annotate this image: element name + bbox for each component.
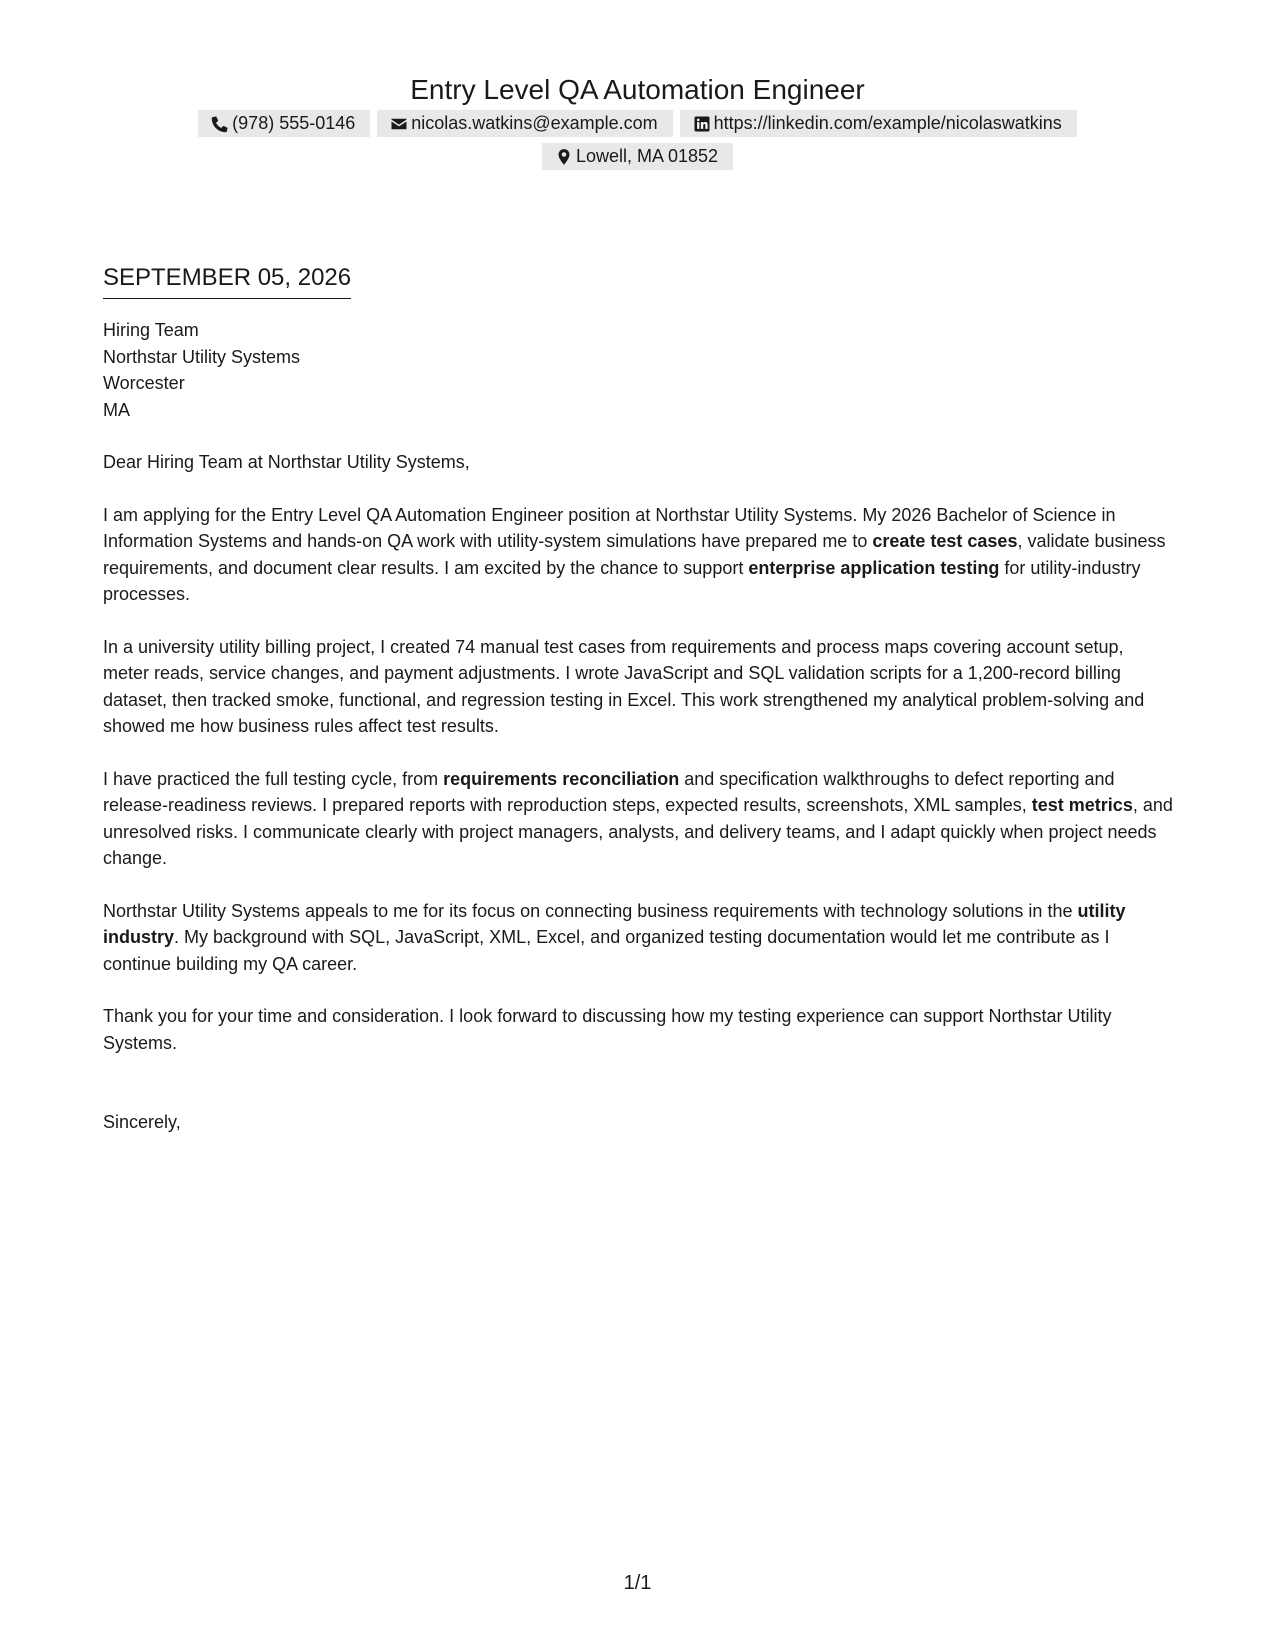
paragraph-company-fit — [103, 898, 1173, 978]
paragraph-thanks — [103, 1003, 1173, 1056]
recipient-name: Hiring Team — [103, 320, 199, 340]
paragraph-text: , validate business requirements, and document clear results. I am excited by the chance to support — [103, 531, 1166, 578]
paragraph-text: I am applying for the Entry Level QA Automation Engineer position at Northstar Utility Systems. My 2026 Bachelor of Science in Information Systems and hands-on QA work with utility-system simulations have prepared me to — [103, 504, 1116, 551]
location-text: Lowell, MA 01852 — [575, 146, 719, 166]
letter-body — [103, 262, 1173, 1136]
map-pin-icon — [555, 148, 573, 166]
paragraph-intro — [103, 502, 1173, 608]
recipient-company: Northstar Utility Systems — [103, 346, 301, 367]
highlight-text: utility industry — [103, 900, 1126, 947]
recipient-block — [103, 317, 1173, 423]
phone-text: (978) 555-0146 — [232, 113, 356, 133]
page-number: 1/1 — [623, 1572, 652, 1594]
paragraph-text: Thank you for your time and consideration. I look forward to discussing how my testing experience can support Northstar Utility Systems. — [103, 1006, 1112, 1053]
document-title: Entry Level QA Automation Engineer — [410, 74, 865, 105]
paragraph-text: Northstar Utility Systems appeals to me for its focus on connecting business requirements with technology solutions in the — [103, 900, 1078, 921]
closing: Sincerely, — [103, 1112, 181, 1132]
paragraph-testing-cycle — [103, 766, 1173, 872]
paragraph-text: . My background with SQL, JavaScript, XML, Excel, and organized testing documentation would let me contribute as I continue building my QA career. — [103, 927, 1110, 974]
paragraph-project — [103, 634, 1173, 740]
paragraph-text: for utility-industry processes. — [103, 557, 1141, 604]
envelope-icon — [390, 115, 408, 133]
highlight-text: test metrics — [1031, 795, 1133, 815]
contact-row-location — [0, 143, 1275, 170]
highlight-text: requirements reconciliation — [443, 768, 680, 789]
paragraph-text: In a university utility billing project, I created 74 manual test cases from requirements and process maps covering account setup, meter reads, service changes, and payment adjustments. I wrote JavaScript and SQL validation scripts for a 1,200-record billing dataset, then tracked smoke, functional, and regression testing in Excel. This work strengthened my analytical problem-solving and showed me how business rules affect test results. — [103, 636, 1145, 736]
location-contact — [542, 143, 733, 170]
linkedin-contact[interactable] — [680, 110, 1077, 137]
linkedin-text: https://linkedin.com/example/nicolaswatkins — [713, 113, 1062, 133]
recipient-state: MA — [103, 399, 130, 420]
email-text: nicolas.watkins@example.com — [411, 113, 658, 133]
recipient-city: Worcester — [103, 373, 185, 393]
highlight-text: enterprise application testing — [748, 557, 1000, 578]
greeting: Dear Hiring Team at Northstar Utility Systems, — [103, 452, 470, 472]
paragraph-text: , and unresolved risks. I communicate clearly with project managers, analysts, and delivery teams, and I adapt quickly when project needs change. — [103, 795, 1173, 868]
phone-contact[interactable] — [198, 110, 370, 137]
paragraph-text: I have practiced the full testing cycle, from — [103, 768, 444, 789]
phone-icon — [211, 115, 229, 133]
contact-row — [0, 110, 1275, 137]
linkedin-icon — [693, 115, 711, 133]
letter-header — [0, 72, 1275, 170]
email-contact[interactable] — [377, 110, 672, 137]
paragraph-text: and specification walkthroughs to defect reporting and release-readiness reviews. I prepared reports with reproduction steps, expected results, screenshots, XML samples, — [103, 768, 1115, 815]
highlight-text: create test cases — [872, 531, 1018, 551]
letter-date: SEPTEMBER 05, 2026 — [103, 262, 351, 299]
